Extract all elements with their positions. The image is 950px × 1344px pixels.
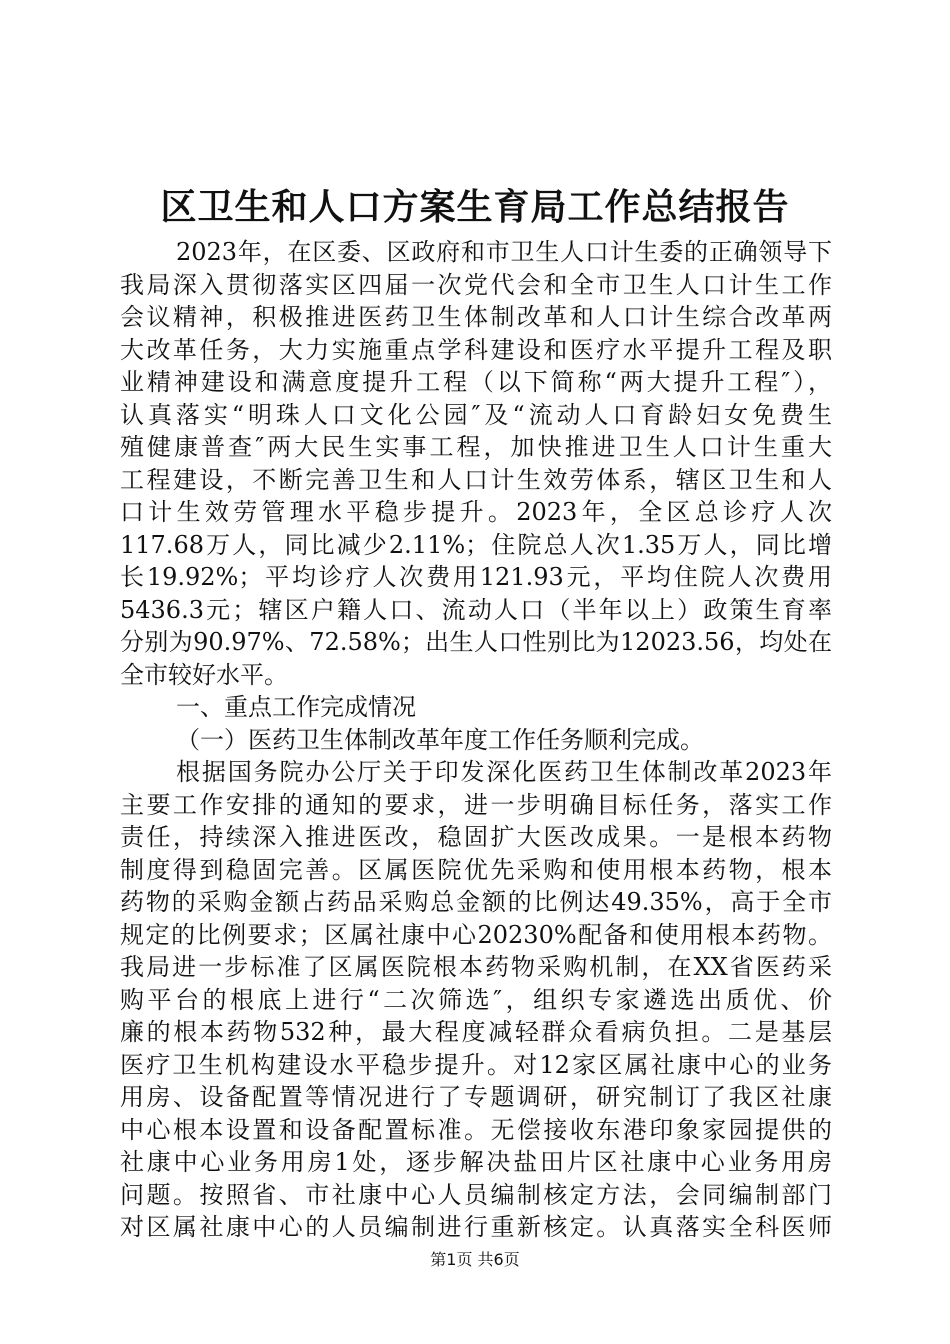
text-line: 规定的比例要求；区属社康中心20230%配备和使用根本药物。	[120, 920, 832, 949]
text-line: 我局深入贯彻落实区四届一次党代会和全市卫生人口计生工作	[120, 270, 832, 299]
text-line: 我局进一步标准了区属医院根本药物采购机制，在XX省医药采	[120, 953, 832, 981]
text-line: 主要工作安排的通知的要求，进一步明确目标任务，落实工作	[120, 790, 832, 819]
document-body	[120, 236, 832, 1244]
text-line: 用房、设备配置等情况进行了专题调研，研究制订了我区社康	[120, 1083, 832, 1111]
page-footer: 第1页 共6页	[430, 1250, 520, 1269]
text-line: 5436.3元；辖区户籍人口、流动人口（半年以上）政策生育率	[120, 595, 832, 624]
text-line: 全市较好水平。	[120, 660, 288, 689]
text-line: 医疗卫生机构建设水平稳步提升。对12家区属社康中心的业务	[120, 1050, 832, 1079]
text-line: 社康中心业务用房1处，逐步解决盐田片区社康中心业务用房	[120, 1148, 832, 1176]
text-line: 长19.92%；平均诊疗人次费用121.93元，平均住院人次费用	[120, 563, 832, 591]
text-line: 制度得到稳固完善。区属医院优先采购和使用根本药物，根本	[120, 855, 832, 884]
text-line: 购平台的根底上进行“二次筛选″，组织专家遴选出质优、价	[120, 985, 832, 1014]
text-line: 责任，持续深入推进医改，稳固扩大医改成果。一是根本药物	[120, 823, 832, 851]
text-line: （一）医药卫生体制改革年度工作任务顺利完成。	[176, 725, 704, 754]
text-line: 大改革任务，大力实施重点学科建设和医疗水平提升工程及职	[120, 335, 832, 364]
text-line: 廉的根本药物532种，最大程度减轻群众看病负担。二是基层	[120, 1018, 832, 1046]
text-line: 药物的采购金额占药品采购总金额的比例达49.35%，高于全市	[120, 888, 832, 916]
text-line: 殖健康普查″两大民生实事工程，加快推进卫生人口计生重大	[120, 433, 832, 461]
text-line: 分别为90.97%、72.58%；出生人口性别比为12023.56，均处在	[120, 628, 832, 656]
text-line: 一、重点工作完成情况	[176, 693, 416, 721]
text-line: 中心根本设置和设备配置标准。无偿接收东港印象家园提供的	[120, 1115, 832, 1144]
text-line: 会议精神，积极推进医药卫生体制改革和人口计生综合改革两	[120, 303, 832, 331]
document-title: 区卫生和人口方案生育局工作总结报告	[160, 187, 790, 228]
text-line: 2023年，在区委、区政府和市卫生人口计生委的正确领导下	[176, 238, 832, 266]
text-line: 对区属社康中心的人员编制进行重新核定。认真落实全科医师	[120, 1213, 832, 1241]
text-line: 口计生效劳管理水平稳步提升。2023年，全区总诊疗人次	[120, 498, 832, 526]
text-line: 业精神建设和满意度提升工程（以下简称“两大提升工程″），	[120, 368, 832, 396]
text-line: 工程建设，不断完善卫生和人口计生效劳体系，辖区卫生和人	[120, 465, 832, 494]
text-line: 根据国务院办公厅关于印发深化医药卫生体制改革2023年	[176, 758, 832, 786]
text-line: 117.68万人，同比减少2.11%；住院总人次1.35万人，同比增	[120, 530, 832, 559]
text-line: 问题。按照省、市社康中心人员编制核定方法，会同编制部门	[120, 1180, 832, 1209]
text-line: 认真落实“明珠人口文化公园″及“流动人口育龄妇女免费生	[120, 400, 832, 429]
